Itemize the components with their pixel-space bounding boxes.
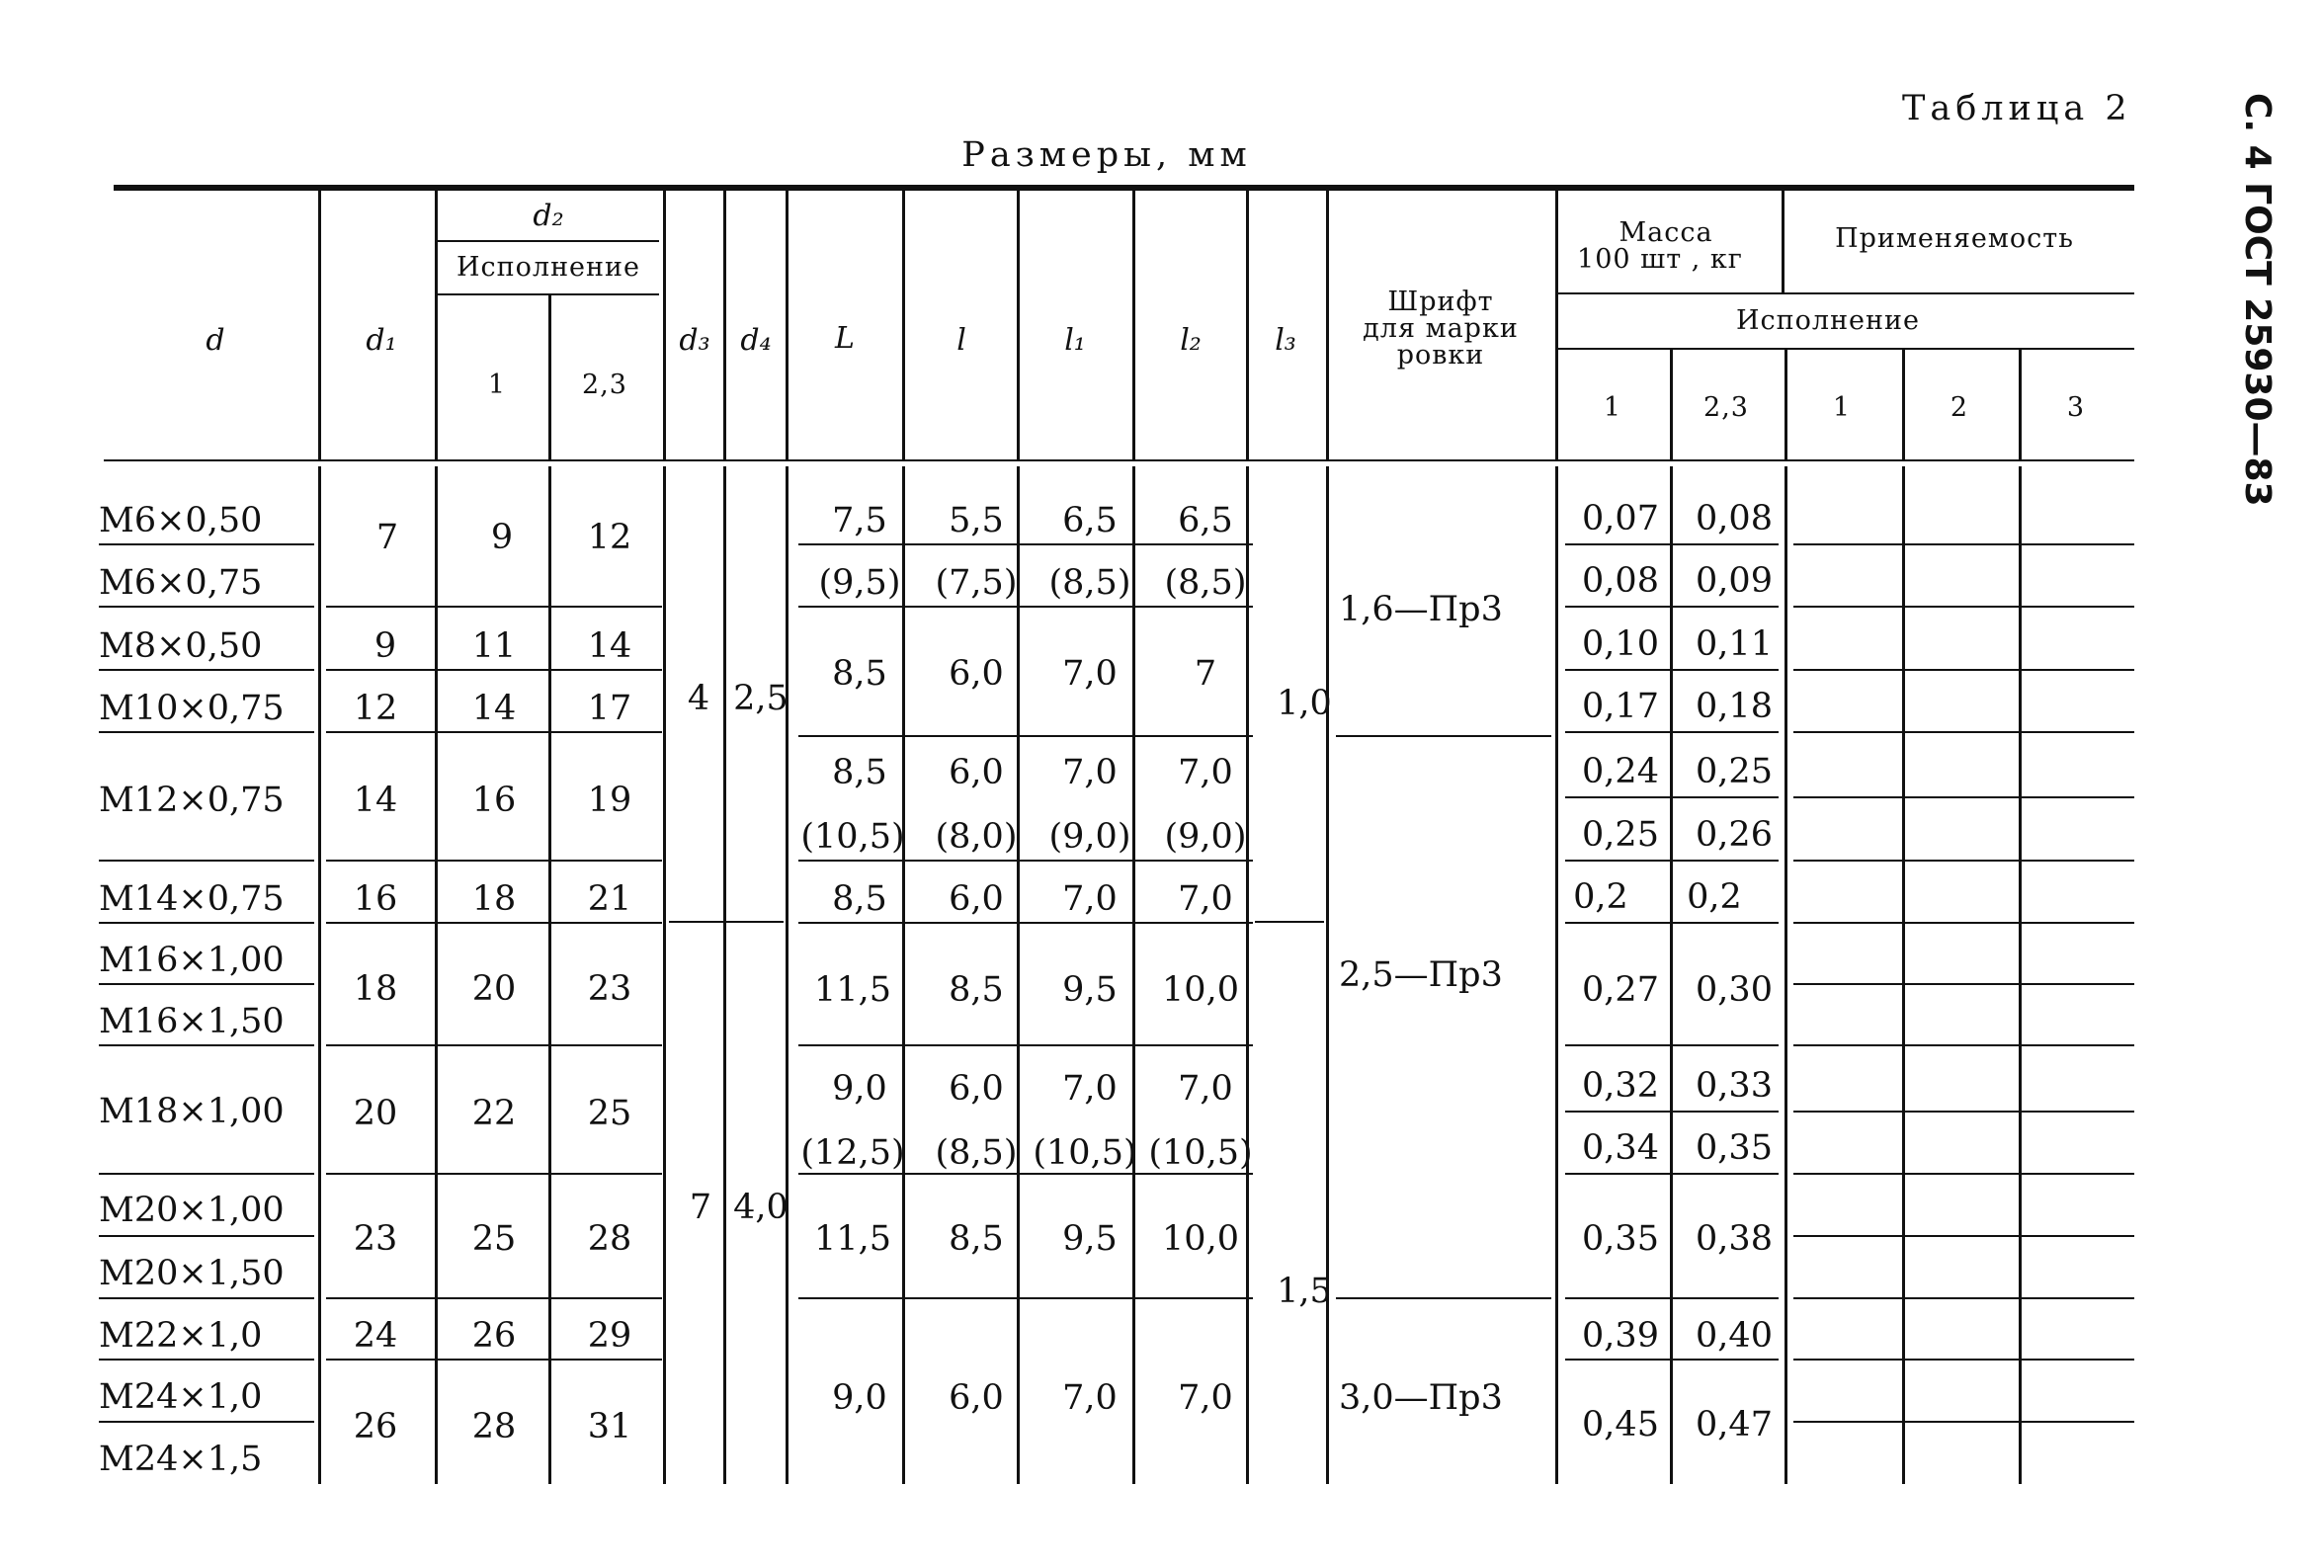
exec-rule — [1558, 348, 2134, 350]
cell-d1: 24 — [353, 1316, 398, 1356]
cell-l: 8,5 — [949, 970, 1004, 1010]
d2-subrule — [437, 240, 659, 242]
cell-d2-exec-23: 12 — [587, 518, 632, 557]
col-d4: d₄ — [740, 323, 772, 358]
cell-l2: (9,0) — [1164, 817, 1247, 857]
cell-mass-exec-23: 0,09 — [1696, 561, 1773, 601]
cell-d: М10×0,75 — [99, 689, 285, 728]
cell-mass-exec-1: 0,35 — [1582, 1219, 1659, 1259]
cell-d2-exec-1: 14 — [471, 689, 517, 728]
cell-d2-exec-23: 28 — [587, 1219, 632, 1259]
cell-mass-exec-23: 0,47 — [1696, 1405, 1773, 1444]
col-mass-exec-1: 1 — [1603, 392, 1622, 423]
cell-l: (7,5) — [935, 563, 1018, 603]
cell-d2-exec-23: 21 — [587, 879, 632, 919]
col-mass-exec-23: 2,3 — [1703, 392, 1749, 423]
cell-mass-exec-1: 0,27 — [1582, 970, 1659, 1010]
cell-l2: 7,0 — [1178, 879, 1233, 919]
col-d: d — [206, 323, 225, 358]
cell-mass-exec-1: 0,2 — [1573, 877, 1628, 917]
cell-l: 6,0 — [949, 753, 1004, 792]
cell-L: 7,5 — [832, 501, 887, 540]
cell-d: М20×1,00 — [99, 1191, 285, 1230]
header-bottom-rule — [104, 459, 2134, 461]
side-page-header: С. 4 ГОСТ 25930—83 — [2237, 93, 2278, 507]
col-app-exec-2: 2 — [1950, 392, 1969, 423]
col-app-exec-1: 1 — [1832, 392, 1852, 423]
cell-mass-exec-23: 0,38 — [1696, 1219, 1773, 1259]
cell-mass-exec-23: 0,08 — [1696, 499, 1773, 538]
cell-mass-exec-23: 0,35 — [1696, 1128, 1773, 1168]
cell-d: М24×1,5 — [99, 1440, 263, 1479]
col-d3: d₃ — [679, 323, 710, 358]
cell-mass-exec-23: 0,18 — [1696, 687, 1773, 726]
cell-d2-exec-23: 19 — [587, 781, 632, 820]
cell-l1: 7,0 — [1062, 1378, 1118, 1418]
cell-mass-exec-1: 0,39 — [1582, 1316, 1659, 1356]
cell-d2-exec-23: 23 — [587, 969, 632, 1009]
col-d2-exec-1: 1 — [487, 370, 507, 400]
col-applicability: Применяемость — [1835, 223, 2074, 254]
cell-L: (9,5) — [818, 563, 901, 603]
cell-l2: (8,5) — [1164, 563, 1247, 603]
cell-l: (8,5) — [935, 1133, 1018, 1173]
mass-rule — [1558, 292, 2134, 294]
cell-l2: (10,5) — [1148, 1133, 1253, 1173]
cell-l2: 10,0 — [1162, 970, 1239, 1010]
cell-d2-exec-23: 17 — [587, 689, 632, 728]
cell-d2-exec-23: 25 — [587, 1094, 632, 1133]
cell-L: 8,5 — [832, 753, 887, 792]
cell-font: 2,5—Пр3 — [1339, 955, 1503, 995]
cell-L: 8,5 — [832, 654, 887, 694]
cell-d: М16×1,00 — [99, 941, 285, 980]
cell-mass-exec-1: 0,25 — [1582, 815, 1659, 855]
cell-d1: 18 — [353, 969, 398, 1009]
cell-l: (8,0) — [935, 817, 1018, 857]
cell-d2-exec-23: 14 — [587, 626, 632, 666]
cell-l: 6,0 — [949, 879, 1004, 919]
cell-mass-exec-1: 0,34 — [1582, 1128, 1659, 1168]
cell-l2: 7,0 — [1178, 753, 1233, 792]
cell-l3: 1,0 — [1277, 684, 1332, 723]
cell-d1: 14 — [353, 781, 398, 820]
col-l1: l₁ — [1064, 323, 1086, 358]
cell-d2-exec-23: 29 — [587, 1316, 632, 1356]
cell-l2: 7,0 — [1178, 1069, 1233, 1109]
cell-d1: 20 — [353, 1094, 398, 1133]
cell-font: 3,0—Пр3 — [1339, 1378, 1503, 1418]
cell-d1: 7 — [375, 518, 399, 557]
cell-d: М8×0,50 — [99, 626, 263, 666]
cell-L: 8,5 — [832, 879, 887, 919]
cell-d1: 9 — [374, 626, 397, 666]
cell-d: М6×0,75 — [99, 563, 263, 603]
cell-l2: 6,5 — [1178, 501, 1233, 540]
cell-l1: (9,0) — [1048, 817, 1131, 857]
cell-mass-exec-23: 0,30 — [1696, 970, 1773, 1010]
cell-mass-exec-1: 0,10 — [1582, 624, 1659, 664]
top-rule — [114, 185, 2134, 191]
cell-d2-exec-1: 25 — [471, 1219, 517, 1259]
cell-d: М16×1,50 — [99, 1002, 285, 1041]
cell-d3: 7 — [689, 1188, 712, 1227]
cell-d3: 4 — [687, 679, 710, 718]
cell-d1: 16 — [353, 879, 398, 919]
cell-L: 9,0 — [832, 1069, 887, 1109]
cell-L: (10,5) — [800, 817, 905, 857]
cell-d2-exec-1: 28 — [471, 1407, 517, 1446]
col-d2-exec-23: 2,3 — [582, 370, 627, 400]
col-font-line2: для марки — [1363, 313, 1519, 344]
cell-l1: 7,0 — [1062, 879, 1118, 919]
cell-mass-exec-23: 0,33 — [1696, 1066, 1773, 1106]
col-d1: d₁ — [366, 323, 397, 358]
cell-mass-exec-1: 0,24 — [1582, 752, 1659, 791]
cell-mass-exec-23: 0,40 — [1696, 1316, 1773, 1356]
cell-d: М6×0,50 — [99, 501, 263, 540]
cell-d2-exec-23: 31 — [587, 1407, 632, 1446]
col-l: l — [956, 323, 966, 358]
cell-mass-exec-23: 0,25 — [1696, 752, 1773, 791]
col-app-exec-3: 3 — [2066, 392, 2086, 423]
col-d2: d₂ — [533, 199, 564, 233]
cell-l: 6,0 — [949, 654, 1004, 694]
cell-l1: 9,5 — [1062, 1219, 1118, 1259]
cell-l2: 7 — [1194, 654, 1217, 694]
col-execution: Исполнение — [1735, 305, 1921, 336]
cell-mass-exec-23: 0,26 — [1696, 815, 1773, 855]
cell-l: 6,0 — [949, 1378, 1004, 1418]
cell-d: М20×1,50 — [99, 1254, 285, 1293]
cell-d2-exec-1: 26 — [471, 1316, 517, 1356]
cell-d: М24×1,0 — [99, 1377, 263, 1417]
cell-d: М18×1,00 — [99, 1092, 285, 1131]
cell-d: М14×0,75 — [99, 879, 285, 919]
cell-d2-exec-1: 20 — [471, 969, 517, 1009]
cell-font: 1,6—Пр3 — [1339, 590, 1503, 629]
col-l3: l₃ — [1275, 323, 1296, 358]
cell-l3: 1,5 — [1277, 1272, 1332, 1311]
cell-d2-exec-1: 22 — [471, 1094, 517, 1133]
cell-d2-exec-1: 16 — [471, 781, 517, 820]
col-mass-line1: Масса — [1618, 217, 1713, 248]
cell-l: 8,5 — [949, 1219, 1004, 1259]
cell-L: 9,0 — [832, 1378, 887, 1418]
cell-d: М22×1,0 — [99, 1316, 263, 1356]
cell-d1: 12 — [353, 689, 398, 728]
cell-l1: 6,5 — [1062, 501, 1118, 540]
cell-d1: 23 — [353, 1219, 398, 1259]
table-number: Таблица 2 — [1902, 89, 2132, 128]
col-L: L — [835, 321, 855, 356]
cell-d1: 26 — [353, 1407, 398, 1446]
cell-mass-exec-23: 0,2 — [1687, 877, 1742, 917]
cell-L: (12,5) — [800, 1133, 905, 1173]
cell-l: 5,5 — [949, 501, 1004, 540]
cell-d2-exec-1: 18 — [471, 879, 517, 919]
cell-l1: 7,0 — [1062, 753, 1118, 792]
cell-d2-exec-1: 9 — [490, 518, 514, 557]
cell-d4: 4,0 — [733, 1188, 788, 1227]
cell-d4: 2,5 — [733, 679, 788, 718]
cell-mass-exec-1: 0,08 — [1582, 561, 1659, 601]
cell-l1: 7,0 — [1062, 1069, 1118, 1109]
cell-l1: (8,5) — [1048, 563, 1131, 603]
col-font-line1: Шрифт — [1387, 287, 1494, 317]
col-l2: l₂ — [1180, 323, 1202, 358]
cell-mass-exec-1: 0,07 — [1582, 499, 1659, 538]
col-mass-line2: 100 шт , кг — [1577, 244, 1743, 275]
cell-l1: 7,0 — [1062, 654, 1118, 694]
cell-d2-exec-1: 11 — [471, 626, 517, 666]
cell-mass-exec-23: 0,11 — [1696, 624, 1773, 664]
col-d2-execution: Исполнение — [456, 252, 641, 283]
cell-mass-exec-1: 0,17 — [1582, 687, 1659, 726]
cell-L: 11,5 — [814, 1219, 891, 1259]
cell-d: М12×0,75 — [99, 781, 285, 820]
col-font-line3: ровки — [1396, 340, 1485, 371]
cell-l1: 9,5 — [1062, 970, 1118, 1010]
cell-l: 6,0 — [949, 1069, 1004, 1109]
cell-l2: 7,0 — [1178, 1378, 1233, 1418]
table-caption: Размеры, мм — [961, 135, 1252, 175]
cell-L: 11,5 — [814, 970, 891, 1010]
cell-l2: 10,0 — [1162, 1219, 1239, 1259]
cell-mass-exec-1: 0,45 — [1582, 1405, 1659, 1444]
cell-mass-exec-1: 0,32 — [1582, 1066, 1659, 1106]
cell-l1: (10,5) — [1033, 1133, 1137, 1173]
